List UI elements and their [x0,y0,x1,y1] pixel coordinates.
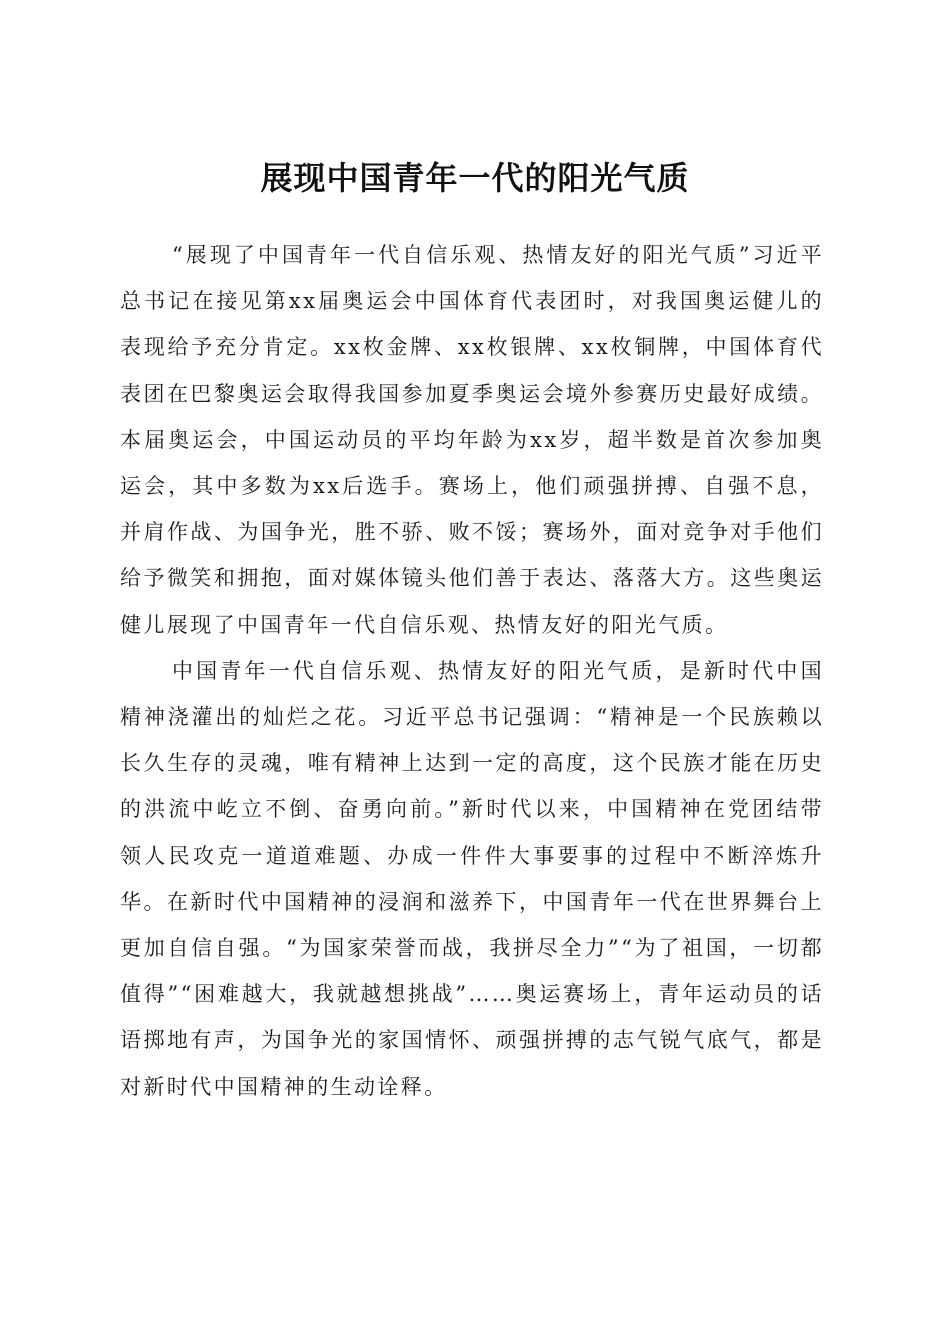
document-title: 展现中国青年一代的阳光气质 [260,159,690,198]
paragraph-1: “展现了中国青年一代自信乐观、热情友好的阳光气质”习近平总书记在接见第xx届奥运会中国体育代表团时，对我国奥运健儿的表现给予充分肯定。xx枚金牌、xx枚银牌、xx枚铜牌，中国体育代表团在巴黎奥运会取得我国参加夏季奥运会境外参赛历史最好成绩。本届奥运会，中国运动员的平均年龄为xx岁，超半数是首次参加奥运会，其中多数为xx后选手。赛场上，他们顽强拼搏、自强不息，并肩作战、为国争光，胜不骄、败不馁；赛场外，面对竞争对手他们给予微笑和拥抱，面对媒体镜头他们善于表达、落落大方。这些奥运健儿展现了中国青年一代自信乐观、热情友好的阳光气质。 [120,243,824,637]
document-body [120,232,824,1110]
paragraph-2: 中国青年一代自信乐观、热情友好的阳光气质，是新时代中国精神浇灌出的灿烂之花。习近平总书记强调：“精神是一个民族赖以长久生存的灵魂，唯有精神上达到一定的高度，这个民族才能在历史的洪流中屹立不倒、奋勇向前。”新时代以来，中国精神在党团结带领人民攻克一道道难题、办成一件件大事要事的过程中不断淬炼升华。在新时代中国精神的浸润和滋养下，中国青年一代在世界舞台上更加自信自强。“为国家荣誉而战，我拼尽全力”“为了祖国，一切都值得”“困难越大，我就越想挑战”……奥运赛场上，青年运动员的话语掷地有声，为国争光的家国情怀、顽强拼搏的志气锐气底气，都是对新时代中国精神的生动诠释。 [120,658,824,1099]
